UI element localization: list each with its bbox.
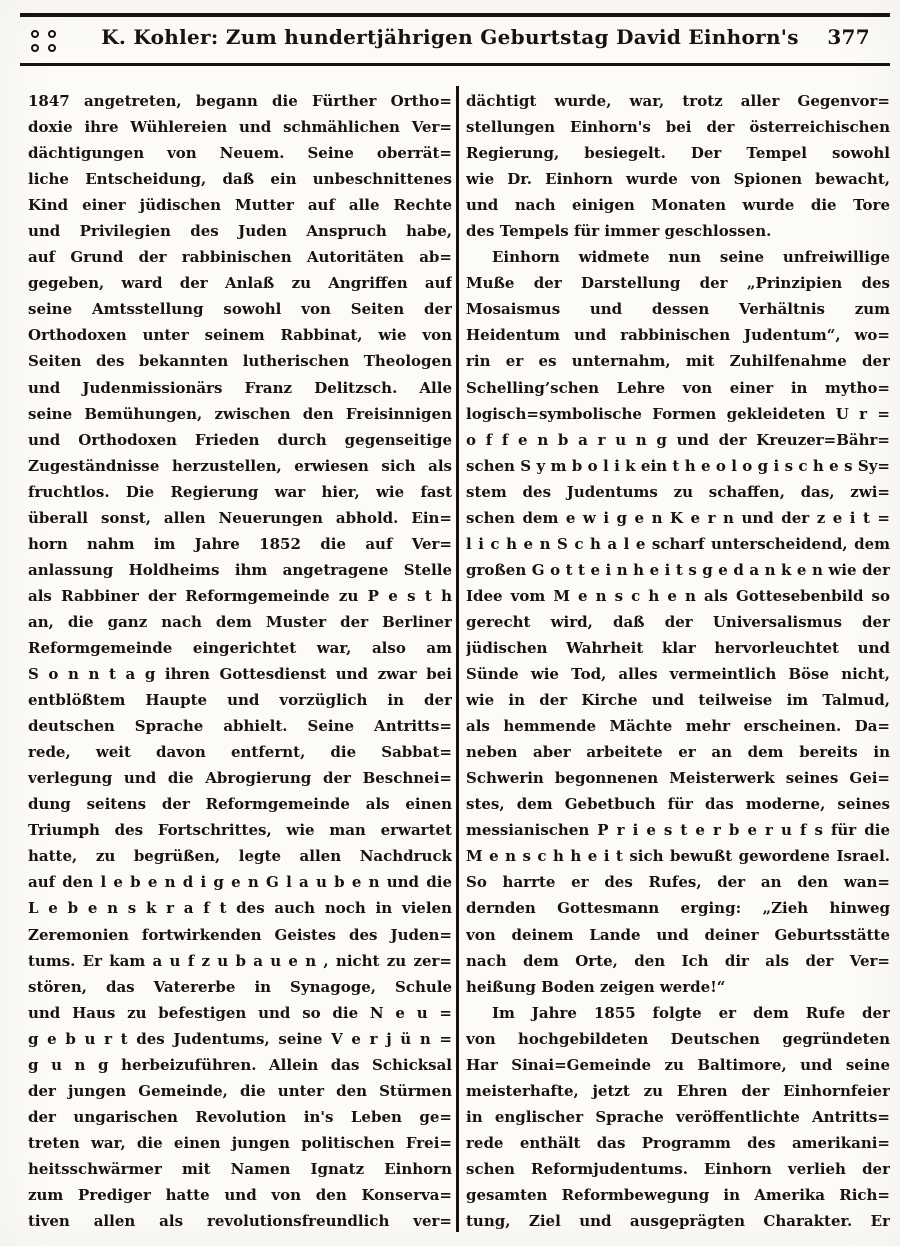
page-number: 377 bbox=[827, 25, 870, 49]
text-line: seine Amtsstellung sowohl von Seiten der bbox=[28, 300, 452, 319]
text-line: des Tempels für immer geschlossen. bbox=[466, 222, 772, 241]
text-line: liche Entscheidung, daß ein unbeschnittenes bbox=[28, 170, 452, 189]
running-head bbox=[0, 25, 900, 55]
text-line: von hochgebildeten Deutschen gegründeten bbox=[466, 1029, 890, 1048]
text-line: Muße der Darstellung der „Prinzipien des bbox=[466, 274, 890, 293]
text-line: tung, Ziel und ausgeprägten Charakter. Er bbox=[466, 1212, 890, 1231]
text-line: nach dem Orte, den Ich dir als der Ver= bbox=[466, 951, 890, 970]
text-line: L e b e n s k r a f t des auch noch in vielen bbox=[28, 899, 452, 918]
text-line: treten war, die einen jungen politischen Frei= bbox=[28, 1133, 452, 1152]
text-line: und Judenmissionärs Franz Delitzsch. Alle bbox=[28, 378, 452, 397]
text-line: wie in der Kirche und teilweise im Talmud, bbox=[466, 691, 890, 710]
text-line: schen dem e w i g e n K e r n und der z e i t = bbox=[466, 508, 890, 527]
text-line: Reformgemeinde eingerichtet war, also am bbox=[28, 638, 452, 657]
text-line: Triumph des Fortschrittes, wie man erwartet bbox=[28, 821, 452, 840]
text-line: anlassung Holdheims ihm angetragene Stelle bbox=[28, 560, 452, 579]
text-line: gesamten Reformbewegung in Amerika Rich= bbox=[466, 1185, 890, 1204]
text-line: als hemmende Mächte mehr erscheinen. Da= bbox=[466, 717, 890, 736]
text-line: rede enthält das Programm des amerikani= bbox=[466, 1133, 890, 1152]
text-line: dernden Gottesmann erging: „Zieh hinweg bbox=[466, 899, 890, 918]
text-line: tums. Er kam a u f z u b a u e n , nicht zu zer= bbox=[28, 951, 452, 970]
text-line: dächtigungen von Neuem. Seine oberrät= bbox=[28, 144, 452, 163]
text-line: stes, dem Gebetbuch für das moderne, seines bbox=[466, 795, 890, 814]
text-line: Schwerin begonnenen Meisterwerk seines Gei= bbox=[466, 769, 890, 788]
text-line: Seiten des bekannten lutherischen Theologen bbox=[28, 352, 452, 371]
text-line: in englischer Sprache veröffentlichte Antritts= bbox=[466, 1107, 890, 1126]
text-line: stellungen Einhorn's bei der österreichischen bbox=[466, 118, 890, 137]
text-line: als Rabbiner der Reformgemeinde zu P e s t h bbox=[28, 586, 452, 605]
text-line: meisterhafte, jetzt zu Ehren der Einhornfeier bbox=[466, 1081, 890, 1100]
text-line: deutschen Sprache abhielt. Seine Antritts= bbox=[28, 717, 452, 736]
text-line: g u n g herbeizuführen. Allein das Schicksal bbox=[28, 1055, 452, 1074]
text-line: dung seitens der Reformgemeinde als einen bbox=[28, 795, 452, 814]
text-line: So harrte er des Rufes, der an den wan= bbox=[466, 873, 890, 892]
text-line: doxie ihre Wühlereien und schmählichen Ver= bbox=[28, 118, 452, 137]
text-line: Im Jahre 1855 folgte er dem Rufe der bbox=[492, 1003, 890, 1022]
left-column bbox=[28, 88, 452, 1234]
text-line: Idee vom M e n s c h e n als Gottesebenbild so bbox=[466, 586, 890, 605]
text-line: Heidentum und rabbinischen Judentum“, wo= bbox=[466, 326, 890, 345]
text-line: 1847 angetreten, begann die Fürther Ortho= bbox=[28, 92, 452, 110]
text-line: Regierung, besiegelt. Der Tempel sowohl bbox=[466, 144, 890, 163]
text-line: Sünde wie Tod, alles vermeintlich Böse nicht, bbox=[466, 665, 890, 684]
text-line: stören, das Vatererbe in Synagoge, Schule bbox=[28, 977, 452, 996]
text-line: gegeben, ward der Anlaß zu Angriffen auf bbox=[28, 274, 452, 293]
text-line: der jungen Gemeinde, die unter den Stürmen bbox=[28, 1081, 452, 1100]
text-line: rede, weit davon entfernt, die Sabbat= bbox=[28, 743, 452, 762]
text-line: Einhorn widmete nun seine unfreiwillige bbox=[492, 248, 890, 267]
text-line: Orthodoxen unter seinem Rabbinat, wie von bbox=[28, 326, 452, 345]
text-line: neben aber arbeitete er an dem bereits in bbox=[466, 743, 890, 762]
text-line: logisch=symbolische Formen gekleideten U r = bbox=[466, 404, 890, 423]
right-column bbox=[466, 88, 890, 1234]
text-line: zum Prediger hatte und von den Konserva= bbox=[28, 1185, 452, 1204]
header-rule-bottom bbox=[20, 63, 890, 66]
text-line: l i c h e n S c h a l e scharf unterscheidend, dem bbox=[466, 534, 890, 553]
text-line: überall sonst, allen Neuerungen abhold. Ein= bbox=[28, 508, 452, 527]
text-line: an, die ganz nach dem Muster der Berliner bbox=[28, 612, 452, 631]
text-line: rin er es unternahm, mit Zuhilfenahme der bbox=[466, 352, 890, 371]
text-line: schen Reformjudentums. Einhorn verlieh der bbox=[466, 1159, 890, 1178]
text-line: von deinem Lande und deiner Geburtsstätte bbox=[466, 925, 890, 944]
text-line: auf Grund der rabbinischen Autoritäten ab= bbox=[28, 248, 452, 267]
text-line: schen S y m b o l i k ein t h e o l o g i s c h e s Sy= bbox=[466, 456, 890, 475]
text-line: o f f e n b a r u n g und der Kreuzer=Bähr= bbox=[466, 430, 890, 449]
text-line: großen G o t t e i n h e i t s g e d a n k e n wie der bbox=[466, 560, 890, 579]
text-line: Har Sinai=Gemeinde zu Baltimore, und seine bbox=[466, 1055, 890, 1074]
text-line: heitsschwärmer mit Namen Ignatz Einhorn bbox=[28, 1159, 452, 1178]
text-line: hatte, zu begrüßen, legte allen Nachdruck bbox=[28, 847, 452, 866]
text-line: messianischen P r i e s t e r b e r u f s für die bbox=[466, 821, 890, 840]
text-line: auf den l e b e n d i g e n G l a u b e n und die bbox=[28, 873, 452, 892]
text-line: S o n n t a g ihren Gottesdienst und zwar bei bbox=[28, 665, 452, 684]
text-line: und Orthodoxen Frieden durch gegenseitige bbox=[28, 430, 452, 449]
text-line: Zugeständnisse herzustellen, erwiesen sich als bbox=[28, 456, 452, 475]
text-line: entblößtem Haupte und vorzüglich in der bbox=[28, 691, 452, 710]
text-line: und Haus zu befestigen und so die N e u = bbox=[28, 1003, 452, 1022]
text-line: der ungarischen Revolution in's Leben ge= bbox=[28, 1107, 452, 1126]
text-line: horn nahm im Jahre 1852 die auf Ver= bbox=[28, 534, 452, 553]
text-line: jüdischen Wahrheit klar hervorleuchtet und bbox=[466, 638, 890, 657]
column-divider bbox=[456, 86, 459, 1232]
text-line: verlegung und die Abrogierung der Beschnei= bbox=[28, 769, 452, 788]
text-line: dächtigt wurde, war, trotz aller Gegenvor= bbox=[466, 92, 890, 110]
text-line: M e n s c h h e i t sich bewußt gewordene Israel. bbox=[466, 847, 890, 866]
page-title: K. Kohler: Zum hundertjährigen Geburtstag David Einhorn's bbox=[101, 25, 799, 49]
text-line: Mosaismus und dessen Verhältnis zum bbox=[466, 300, 890, 319]
text-line: heißung Boden zeigen werde!“ bbox=[466, 977, 726, 996]
text-line: wie Dr. Einhorn wurde von Spionen bewacht, bbox=[466, 170, 890, 189]
text-line: fruchtlos. Die Regierung war hier, wie fast bbox=[28, 482, 452, 501]
text-line: g e b u r t des Judentums, seine V e r j ü n = bbox=[28, 1029, 452, 1048]
text-line: Kind einer jüdischen Mutter auf alle Rechte bbox=[28, 196, 452, 215]
text-line: und Privilegien des Juden Anspruch habe, bbox=[28, 222, 452, 241]
text-line: seine Bemühungen, zwischen den Freisinnigen bbox=[28, 404, 452, 423]
header-rule-top bbox=[20, 13, 890, 17]
text-line: gerecht wird, daß der Universalismus der bbox=[466, 612, 890, 631]
text-line: und nach einigen Monaten wurde die Tore bbox=[466, 196, 890, 215]
text-line: stem des Judentums zu schaffen, das, zwi= bbox=[466, 482, 890, 501]
text-line: Schelling’schen Lehre von einer in mytho= bbox=[466, 378, 890, 397]
text-line: Zeremonien fortwirkenden Geistes des Juden= bbox=[28, 925, 452, 944]
text-line: tiven allen als revolutionsfreundlich ver= bbox=[28, 1212, 452, 1231]
